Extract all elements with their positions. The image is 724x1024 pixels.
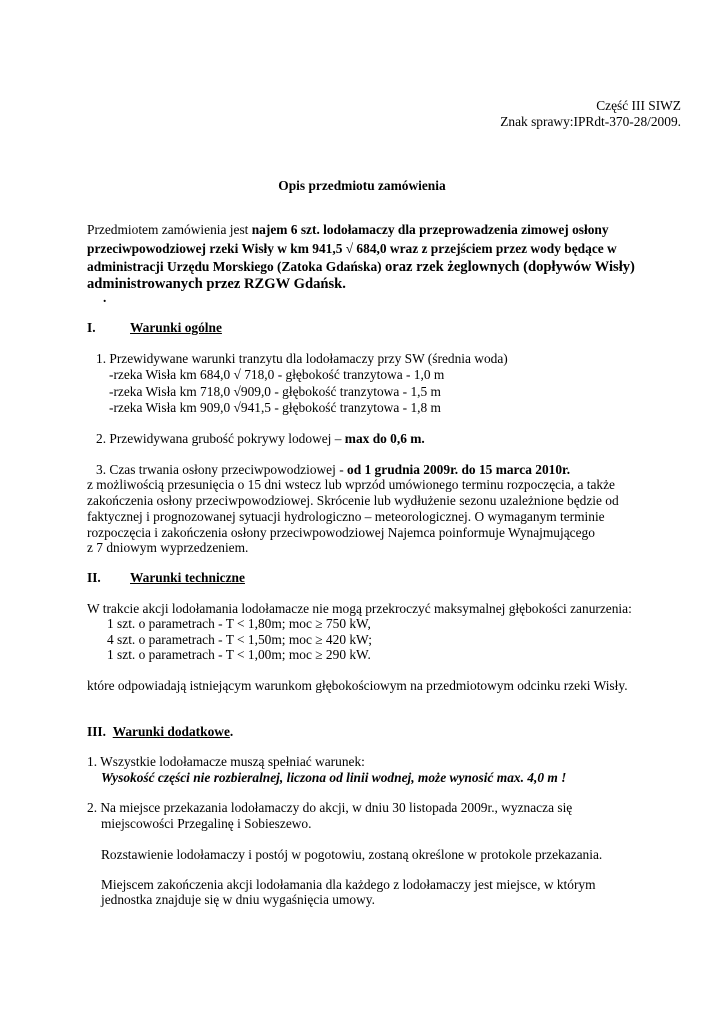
ice-thickness-label: 2. Przewidywana grubość pokrywy lodowej –: [96, 431, 345, 446]
item-3-line-1: z możliwością przesunięcia o 15 dni wstecz lub wprzód umówionego terminu rozpoczęcia, a także: [87, 477, 615, 492]
icebreaker-param-row-3: 1 szt. o parametrach - T < 1,00m; moc ≥ 290 kW.: [107, 647, 371, 662]
intro-text: Przedmiotem zamówienia jest: [87, 222, 252, 237]
section-3-title: Warunki dodatkowe: [112, 724, 230, 739]
item-3-line-5: z 7 dniowym wyprzedzeniem.: [87, 540, 249, 555]
header-case-number: Znak sprawy:IPRdt-370-28/2009.: [500, 114, 681, 129]
icebreaker-param-row-1: 1 szt. o parametrach - T < 1,80m; moc ≥ 750 kW,: [107, 616, 371, 631]
section-3-item-1: 1. Wszystkie lodołamacze muszą spełniać warunek:: [87, 754, 365, 769]
section-3-item-2-line-2: miejscowości Przegalinę i Sobieszewo.: [101, 816, 312, 831]
height-requirement: Wysokość części nie rozbieralnej, liczona od linii wodnej, może wynosić max. 4,0 m !: [101, 770, 567, 785]
section-3-paragraph-2-line-2: jednostka znajduje się w dniu wygaśnięcia umowy.: [101, 892, 375, 907]
protection-period-label: 3. Czas trwania osłony przeciwpowodziowej -: [96, 462, 348, 477]
section-2-intro: W trakcie akcji lodołamania lodołamacze nie mogą przekroczyć maksymalnej głębokości zanurzenia:: [87, 601, 632, 616]
item-3-line-4: rozpoczęcia i zakończenia osłony przeciwpowodziowej Najemca poinformuje Wynajmującego: [87, 525, 595, 540]
intro-line-1: [87, 222, 609, 238]
section-2-closing: które odpowiadają istniejącym warunkom głębokościowym na przedmiotowym odcinku rzeki Wisły.: [87, 678, 628, 693]
icebreaker-param-row-2: 4 szt. o parametrach - T < 1,50m; moc ≥ 420 kW;: [107, 632, 372, 647]
section-1-item-1: 1. Przewidywane warunki tranzytu dla lodołamaczy przy SW (średnia woda): [96, 351, 508, 366]
item-3-line-3: faktycznej i prognozowanej sytuacji hydrologiczno – meteorologicznej. O wymaganym terminie: [87, 509, 605, 524]
section-3-heading: [87, 724, 233, 740]
ice-thickness-value: max do 0,6 m.: [344, 431, 425, 446]
section-1-number: I.: [87, 320, 96, 335]
section-3-number: III.: [87, 724, 106, 739]
intro-line-4: administrowanych przez RZGW Gdańsk.: [87, 276, 346, 292]
intro-bold-3: oraz rzek żeglownych (dopływów Wisły): [384, 259, 635, 275]
section-3-paragraph-1: Rozstawienie lodołamaczy i postój w pogotowiu, zostaną określone w protokole przekazania.: [101, 847, 603, 862]
transit-row-1: -rzeka Wisła km 684,0 √ 718,0 - głębokość tranzytowa - 1,0 m: [109, 367, 445, 382]
intro-bold: najem 6 szt. lodołamaczy dla przeprowadzenia zimowej osłony: [251, 222, 609, 237]
section-1-item-3: [96, 462, 570, 478]
intro-dot: .: [103, 290, 107, 305]
transit-row-2: -rzeka Wisła km 718,0 √909,0 - głębokość tranzytowa - 1,5 m: [109, 384, 441, 399]
section-1-item-2: [96, 431, 425, 447]
transit-row-3: -rzeka Wisła km 909,0 √941,5 - głębokość tranzytowa - 1,8 m: [109, 400, 441, 415]
section-3-title-dot: .: [229, 724, 234, 739]
header-part: Część III SIWZ: [596, 98, 681, 113]
section-3-paragraph-2-line-1: Miejscem zakończenia akcji lodołamania dla każdego z lodołamaczy jest miejsce, w którym: [101, 877, 596, 892]
intro-line-2: przeciwpowodziowej rzeki Wisły w km 941,5 √ 684,0 wraz z przejściem przez wody będące w: [87, 241, 617, 256]
item-3-line-2: zakończenia osłony przeciwpowodziowej. Skrócenie lub wydłużenie sezonu uzależnione będzie od: [87, 493, 619, 508]
intro-bold-2: administracji Urzędu Morskiego (Zatoka Gdańska): [87, 259, 385, 274]
intro-line-3: [87, 259, 635, 275]
document-title: Opis przedmiotu zamówienia: [278, 178, 446, 193]
section-1-title: Warunki ogólne: [130, 320, 222, 335]
section-2-title: Warunki techniczne: [130, 570, 245, 585]
protection-period-value: od 1 grudnia 2009r. do 15 marca 2010r.: [347, 462, 571, 477]
section-2-number: II.: [87, 570, 101, 585]
section-3-item-2-line-1: 2. Na miejsce przekazania lodołamaczy do akcji, w dniu 30 listopada 2009r., wyznacza się: [87, 800, 573, 815]
